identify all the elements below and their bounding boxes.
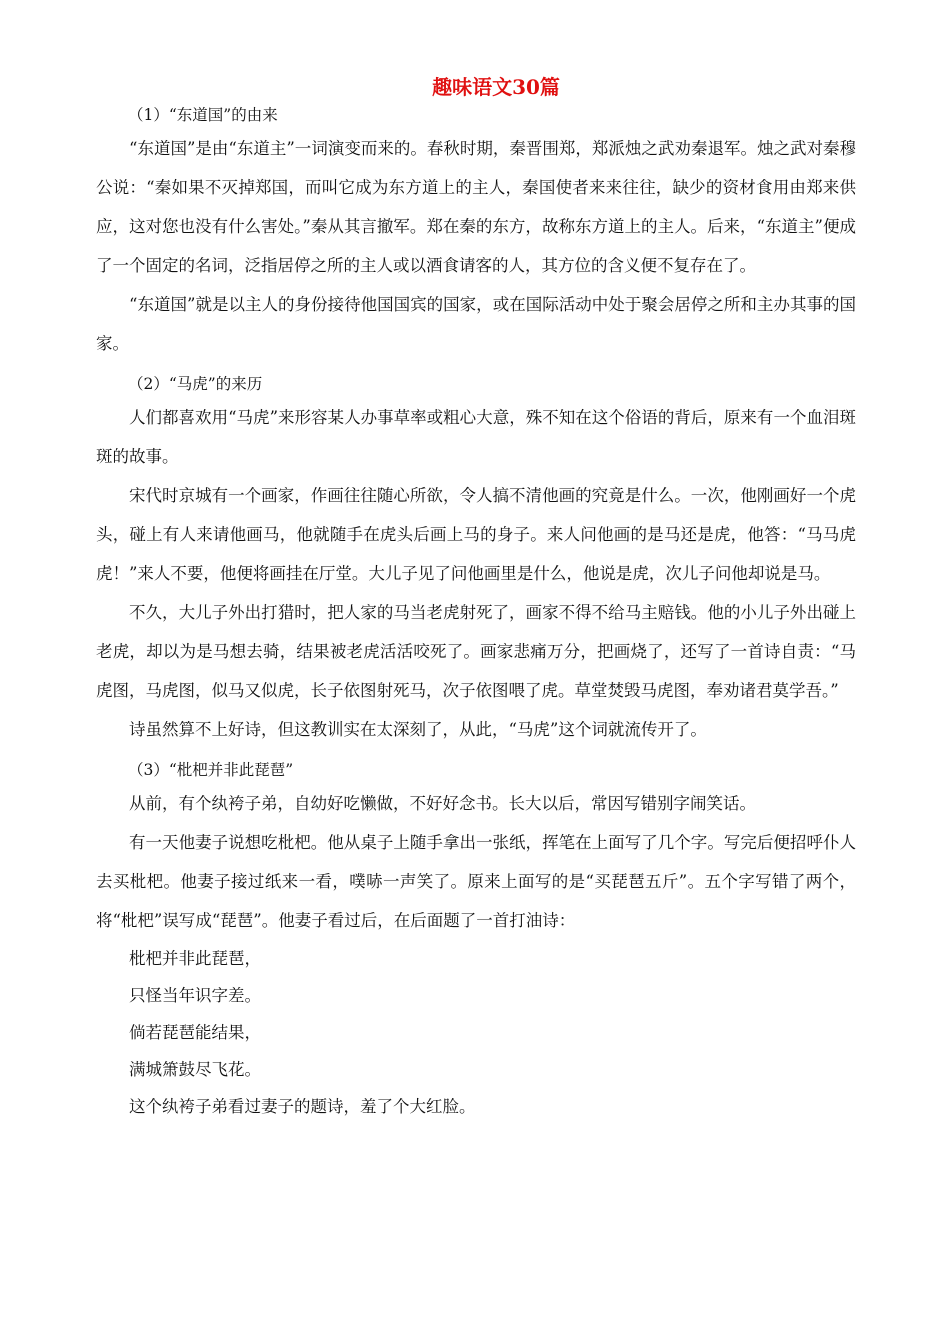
paragraph: 不久，大儿子外出打猎时，把人家的马当老虎射死了，画家不得不给马主赔钱。他的小儿子外出碰上老虎，却以为是马想去骑，结果被老虎活活咬死了。画家悲痛万分，把画烧了，还写了一首诗自责：“马虎图，马虎图，似马又似虎，长子依图射死马，次子依图喂了虎。草堂焚毁马虎图，奉劝诸君莫学吾。” — [96, 603, 856, 700]
section-heading-2: （2）“马虎”的来历 — [128, 375, 263, 393]
paragraph: “东道国”就是以主人的身份接待他国国宾的国家，或在国际活动中处于聚会居停之所和主办其事的国家。 — [96, 295, 856, 353]
paragraph: 诗虽然算不上好诗，但这教训实在太深刻了，从此，“马虎”这个词就流传开了。 — [129, 720, 707, 739]
paragraph: “东道国”是由“东道主”一词演变而来的。春秋时期，秦晋围郑，郑派烛之武劝秦退军。烛之武对秦穆公说：“秦如果不灭掉郑国，而叫它成为东方道上的主人，秦国使者来来往往，缺少的资材食用由郑来供应，这对您也没有什么害处。”秦从其言撤军。郑在秦的东方，故称东方道上的主人。后来，“东道主”便成了一个固定的名词，泛指居停之所的主人或以酒食请客的人，其方位的含义便不复存在了。 — [96, 139, 856, 275]
document-title: 趣味语文30篇 — [432, 75, 560, 99]
paragraph: 人们都喜欢用“马虎”来形容某人办事草率或粗心大意，殊不知在这个俗语的背后，原来有一个血泪斑斑的故事。 — [96, 408, 856, 466]
poem-line: 倘若琵琶能结果， — [129, 1023, 261, 1042]
section-heading-1: （1）“东道国”的由来 — [128, 106, 278, 124]
poem-line: 枇杷并非此琵琶， — [129, 949, 261, 968]
document-page — [96, 72, 856, 1125]
paragraph: 宋代时京城有一个画家，作画往往随心所欲，令人搞不清他画的究竟是什么。一次，他刚画好一个虎头，碰上有人来请他画马，他就随手在虎头后画上马的身子。来人问他画的是马还是虎，他答：“马马虎虎！”来人不要，他便将画挂在厅堂。大儿子见了问他画里是什么，他说是虎，次儿子问他却说是马。 — [96, 486, 856, 583]
paragraph: 从前，有个纨袴子弟，自幼好吃懒做，不好好念书。长大以后，常因写错别字闹笑话。 — [129, 794, 756, 813]
closing-line: 这个纨袴子弟看过妻子的题诗，羞了个大红脸。 — [129, 1097, 476, 1116]
section-heading-3: （3）“枇杷并非此琵琶” — [128, 761, 294, 779]
poem-line: 只怪当年识字差。 — [129, 986, 261, 1005]
paragraph: 有一天他妻子说想吃枇杷。他从桌子上随手拿出一张纸，挥笔在上面写了几个字。写完后便招呼仆人去买枇杷。他妻子接过纸来一看，噗哧一声笑了。原来上面写的是“买琵琶五斤”。五个字写错了两个，将“枇杷”误写成“琵琶”。他妻子看过后，在后面题了一首打油诗： — [96, 833, 856, 930]
poem-line: 满城箫鼓尽飞花。 — [129, 1060, 261, 1079]
